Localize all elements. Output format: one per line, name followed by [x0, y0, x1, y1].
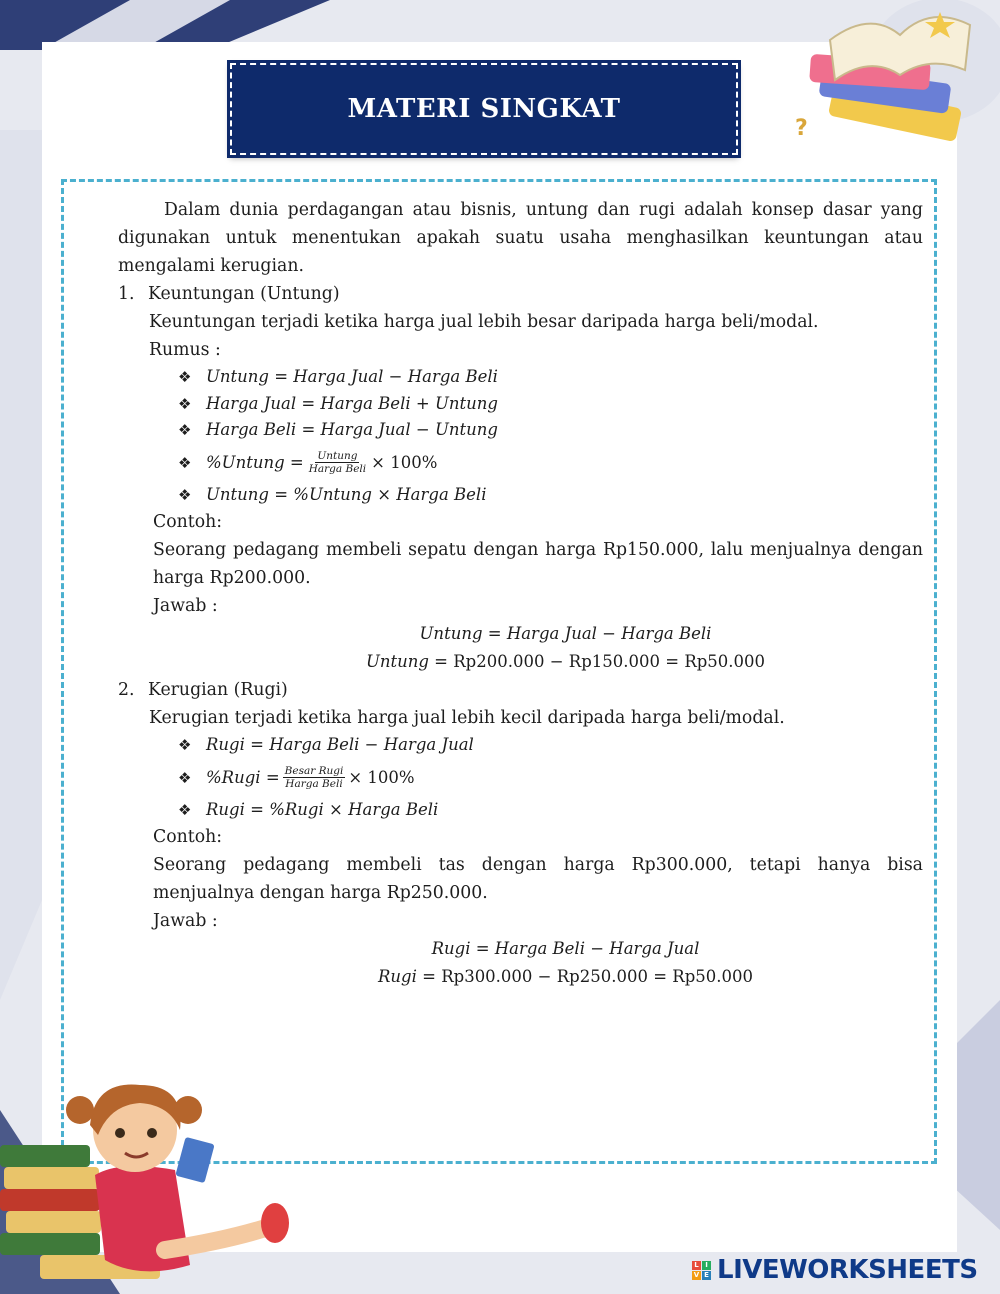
girl-reading-illustration	[0, 1075, 300, 1294]
intro-paragraph: Dalam dunia perdagangan atau bisnis, untung dan rugi adalah konsep dasar yang digunakan untuk menentukan apakah suatu usaha menghasilkan keuntungan atau mengalami kerugian.	[118, 200, 923, 276]
answer-variable: Untung	[365, 652, 429, 671]
section-title: Kerugian (Rugi)	[148, 680, 288, 700]
formula-text: Untung = Harga Jual − Harga Beli	[206, 367, 498, 387]
fraction	[307, 450, 368, 475]
page-title: MATERI SINGKAT	[347, 94, 621, 124]
fraction-denominator: Harga Beli	[285, 778, 343, 790]
title-banner	[230, 63, 738, 155]
logo-letter: I	[702, 1261, 711, 1270]
logo-letter: V	[693, 1270, 700, 1279]
formula-text: Rugi = %Rugi × Harga Beli	[206, 799, 439, 819]
definition-untung: Keuntungan terjadi ketika harga jual lebih besar daripada harga beli/modal.	[149, 312, 819, 332]
diamond-bullet-icon: ❖	[178, 394, 192, 413]
fraction-denominator: Harga Beli	[308, 463, 367, 475]
formula-text: Harga Jual = Harga Beli + Untung	[206, 393, 498, 413]
section-title: Keuntungan (Untung)	[148, 284, 340, 304]
diamond-bullet-icon: ❖	[178, 800, 192, 819]
diamond-bullet-icon: ❖	[178, 421, 192, 440]
formula-item-percent	[118, 759, 923, 797]
jawab-label: Jawab :	[153, 596, 218, 616]
formula-item	[118, 417, 923, 444]
diamond-bullet-icon: ❖	[178, 485, 192, 504]
formula-item-percent	[118, 444, 923, 482]
rumus-label: Rumus :	[149, 340, 221, 360]
formula-item	[118, 732, 923, 759]
formula-percent-lhs: %Untung =	[206, 452, 304, 472]
answer-line: Untung = Harga Jual − Harga Beli	[419, 624, 712, 643]
section-heading-rugi	[118, 676, 923, 704]
section-heading-untung	[118, 280, 923, 308]
diamond-bullet-icon: ❖	[178, 368, 192, 387]
diamond-bullet-icon: ❖	[178, 768, 192, 787]
formula-text: Rugi = Harga Beli − Harga Jual	[206, 735, 474, 755]
material-content	[118, 196, 923, 991]
svg-text:?: ?	[795, 116, 808, 141]
formula-percent-rhs: × 100%	[348, 767, 415, 787]
answer-calculation: = Rp200.000 − Rp150.000 = Rp50.000	[428, 652, 766, 671]
fraction	[283, 765, 346, 790]
formula-text: Harga Beli = Harga Jual − Untung	[206, 420, 498, 440]
contoh-label: Contoh:	[153, 512, 223, 532]
contoh-text: Seorang pedagang membeli sepatu dengan harga Rp150.000, lalu menjualnya dengan harga Rp200.000.	[153, 540, 923, 588]
diamond-bullet-icon: ❖	[178, 453, 192, 472]
logo-letter: L	[692, 1261, 701, 1270]
formula-item	[118, 797, 923, 824]
formula-item	[118, 364, 923, 391]
jawab-label: Jawab :	[153, 911, 218, 931]
contoh-text: Seorang pedagang membeli tas dengan harga Rp300.000, tetapi hanya bisa menjualnya dengan harga Rp250.000.	[153, 855, 923, 903]
liveworksheets-logo[interactable]	[692, 1255, 992, 1285]
fraction-numerator: Untung	[317, 450, 358, 462]
logo-grid-icon	[692, 1261, 711, 1280]
formula-item	[118, 482, 923, 509]
section-number: 1.	[118, 284, 135, 304]
formula-item	[118, 391, 923, 418]
logo-letter: E	[702, 1271, 711, 1280]
brand-text: LIVEWORKSHEETS	[717, 1255, 978, 1285]
formula-text: Untung = %Untung × Harga Beli	[206, 484, 487, 504]
section-number: 2.	[118, 680, 135, 700]
fraction-numerator: Besar Rugi	[284, 765, 344, 777]
definition-rugi: Kerugian terjadi ketika harga jual lebih kecil daripada harga beli/modal.	[149, 708, 785, 728]
answer-line	[118, 963, 923, 991]
diamond-bullet-icon: ❖	[178, 736, 192, 755]
answer-variable: Rugi	[378, 967, 417, 986]
contoh-label: Contoh:	[153, 827, 223, 847]
answer-line: Rugi = Harga Beli − Harga Jual	[431, 939, 700, 958]
formula-percent-rhs: × 100%	[371, 452, 438, 472]
books-illustration	[790, 0, 1000, 170]
answer-calculation: = Rp300.000 − Rp250.000 = Rp50.000	[416, 967, 753, 986]
formula-percent-lhs: %Rugi =	[206, 767, 280, 787]
answer-line	[118, 648, 923, 676]
